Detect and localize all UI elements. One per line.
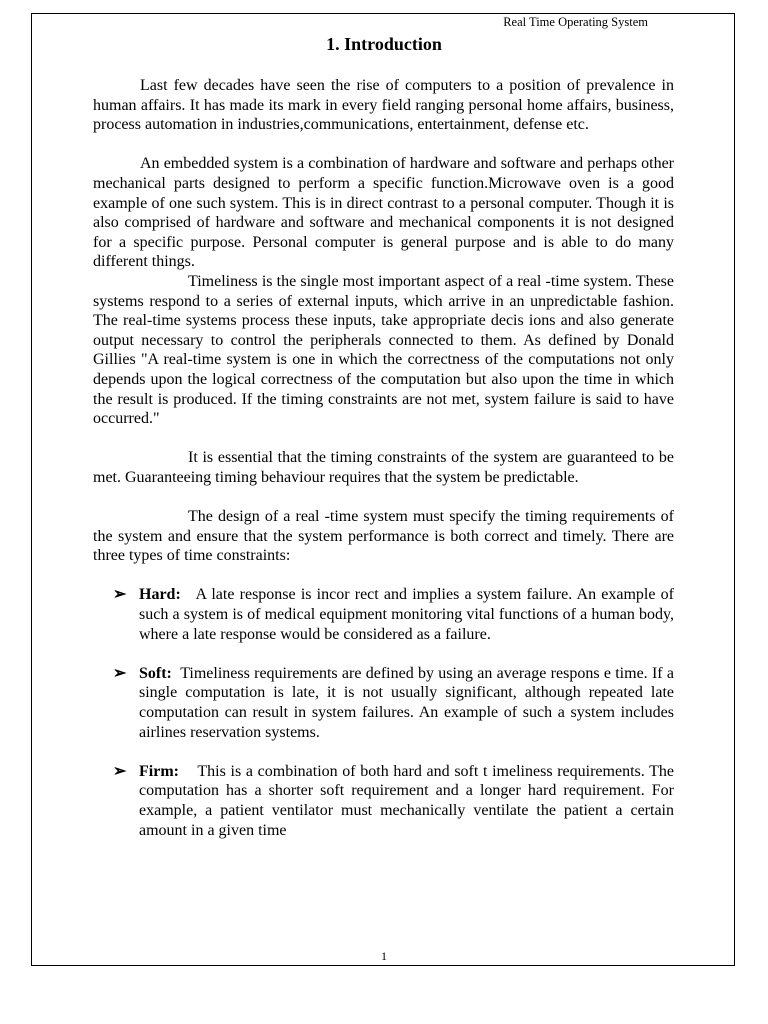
constraint-list (93, 585, 674, 840)
constraint-description: A late response is incor rect and implies a system failure. An example of such a system is of medical equipment monitoring vital functions of a human body, where a late response would be considered as a failure. (139, 586, 674, 643)
constraint-term: Hard: (139, 586, 181, 604)
document-body (93, 76, 674, 840)
paragraph-timeliness: Timeliness is the single most important aspect of a real -time system. These systems respond to a series of external inputs, which arrive in an unpredictable fashion. The real-time systems process these inputs, take appropriate decis ions and also generate output necessary to control the peripherals connected to them. As defined by Donald Gillies "A real-time system is one in which the correctness of the computations not only depends upon the logical correctness of the computation but also upon the time in which the result is produced. If the timing constraints are not met, system failure is said to have occurred." (93, 272, 674, 428)
constraint-description: This is a combination of both hard and soft t imeliness requirements. The computation has a shorter soft requirement and a longer hard requirement. For example, a patient ventilator must mechanically ventilate the patient a certain amount in a given time (139, 762, 675, 839)
paragraph-embedded-system: An embedded system is a combination of hardware and software and perhaps other mechanical parts designed to perform a specific function.Microwave oven is a good example of one such system. This is in direct contrast to a personal computer. Though it is also comprised of hardware and software and mechanical components it is not designed for a specific purpose. Personal computer is general purpose and is able to do many different things. (93, 155, 674, 271)
page-number: 1 (381, 949, 387, 963)
paragraph-intro: Last few decades have seen the rise of computers to a position of prevalence in human affairs. It has made its mark in every field ranging personal home affairs, business, process automation in industries,communications, entertainment, defense etc. (93, 77, 674, 134)
paragraph-timing-constraints: It is essential that the timing constraints of the system are guaranteed to be met. Guaranteeing timing behaviour requires that the system be predictable. (93, 449, 674, 486)
section-title: 1. Introduction (326, 34, 442, 54)
arrow-bullet-icon: ➢ (113, 586, 127, 604)
list-item-soft (93, 664, 674, 742)
paragraph-design: The design of a real -time system must specify the timing requirements of the system and ensure that the system performance is both correct and timely. There are three types of time constraints: (93, 508, 674, 565)
constraint-term: Firm: (139, 762, 179, 780)
list-item-hard (93, 585, 674, 644)
arrow-bullet-icon: ➢ (113, 664, 127, 682)
running-header: Real Time Operating System (503, 15, 648, 29)
list-item-firm (93, 762, 674, 840)
constraint-description: Timeliness requirements are defined by using an average respons e time. If a single computation is late, it is not usually significant, although repeated late computation can result in system failures. An example of such a system includes airlines reservation systems. (139, 664, 674, 741)
constraint-term: Soft: (139, 664, 172, 682)
arrow-bullet-icon: ➢ (113, 762, 127, 780)
